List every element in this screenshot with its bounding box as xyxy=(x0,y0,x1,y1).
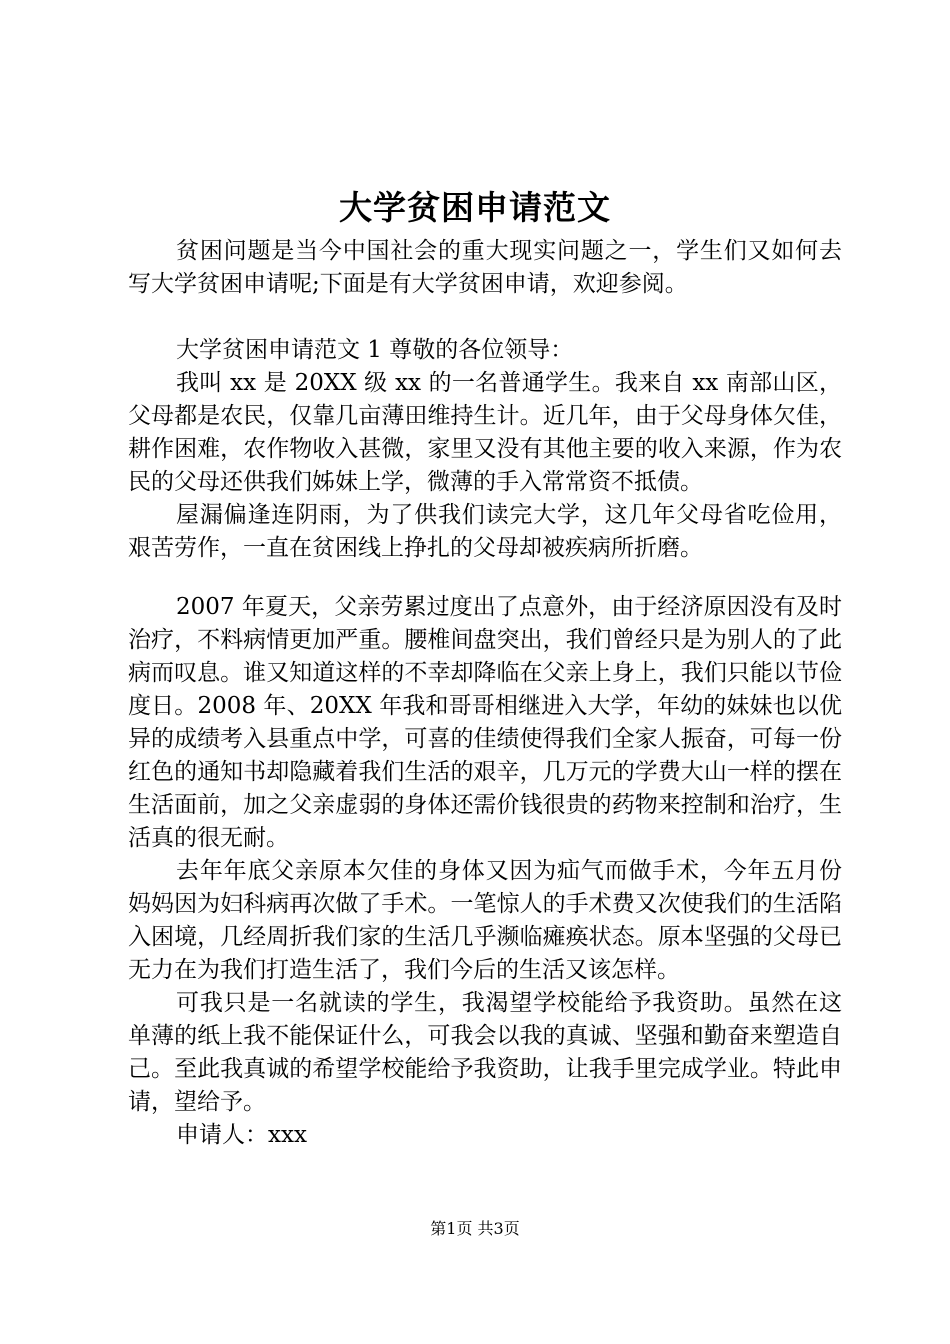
body-paragraph-1: 我叫 xx 是 20XX 级 xx 的一名普通学生。我来自 xx 南部山区，父母都是农民，仅靠几亩薄田维持生计。近几年，由于父母身体欠佳，耕作困难，农作物收入甚微，家里又没有其他主要的收入来源，作为农民的父母还供我们姊妹上学，微薄的手入常常资不抵债。 xyxy=(128,370,842,495)
intro-paragraph: 贫困问题是当今中国社会的重大现实问题之一，学生们又如何去写大学贫困申请呢;下面是有大学贫困申请，欢迎参阅。 xyxy=(128,238,842,297)
page-footer: 第1页 共3页 xyxy=(430,1219,520,1238)
document-title: 大学贫困申请范文 xyxy=(339,188,611,227)
salutation: 大学贫困申请范文 1 尊敬的各位领导： xyxy=(176,337,574,363)
body-paragraph-2: 屋漏偏逢连阴雨，为了供我们读完大学，这几年父母省吃俭用，艰苦劳作，一直在贫困线上挣扎的父母却被疾病所折磨。 xyxy=(128,502,842,561)
body-paragraph-5: 可我只是一名就读的学生，我渴望学校能给予我资助。虽然在这单薄的纸上我不能保证什么，可我会以我的真诚、坚强和勤奋来塑造自己。至此我真诚的希望学校能给予我资助，让我手里完成学业。特此申请，望给予。 xyxy=(128,990,842,1115)
body-paragraph-4: 去年年底父亲原本欠佳的身体又因为疝气而做手术，今年五月份妈妈因为妇科病再次做了手术。一笔惊人的手术费又次使我们的生活陷入困境，几经周折我们家的生活几乎濒临瘫痪状态。原本坚强的父母已无力在为我们打造生活了，我们今后的生活又该怎样。 xyxy=(128,858,842,983)
body-paragraph-3: 2007 年夏天，父亲劳累过度出了点意外，由于经济原因没有及时治疗，不料病情更加严重。腰椎间盘突出，我们曾经只是为别人的了此病而叹息。谁又知道这样的不幸却降临在父亲上身上，我们只能以节俭度日。2008 年、20XX 年我和哥哥相继进入大学，年幼的妹妹也以优异的成绩考入县重点中学，可喜的佳绩使得我们全家人振奋，可每一份红色的通知书却隐藏着我们生活的艰辛，几万元的学费大山一样的摆在生活面前，加之父亲虚弱的身体还需价钱很贵的药物来控制和治疗，生活真的很无耐。 xyxy=(128,594,842,851)
signature: 申请人：xxx xyxy=(176,1122,307,1148)
document-body xyxy=(128,235,842,1152)
